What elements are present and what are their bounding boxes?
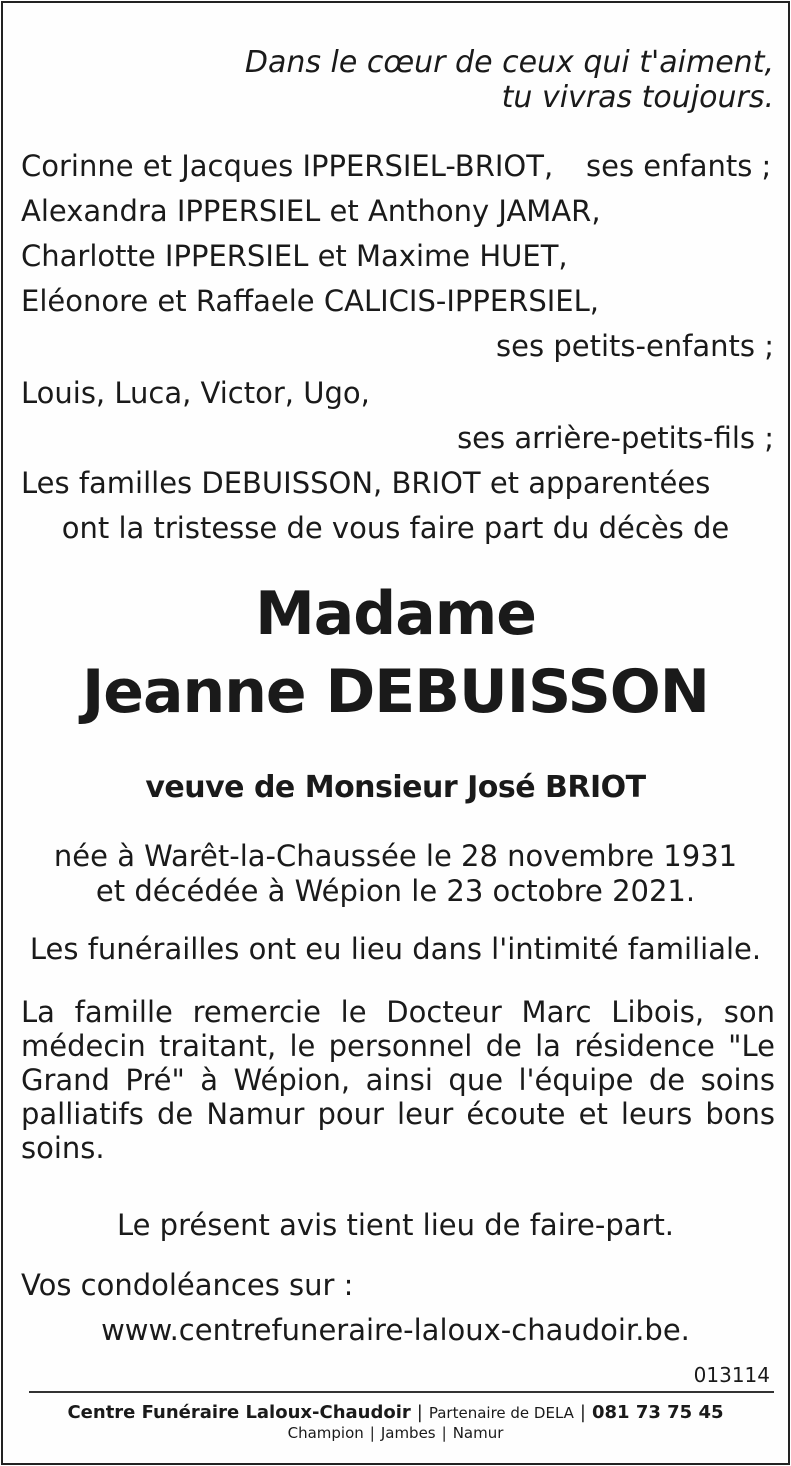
footer-company-line: Centre Funéraire Laloux-Chaudoir | Partenaire de DELA | 081 73 75 45: [67, 1402, 724, 1423]
obituary-notice: [1, 1, 790, 1465]
location-item: Champion: [287, 1424, 364, 1442]
location-item: Jambes: [380, 1424, 436, 1442]
company-name: Centre Funéraire Laloux-Chaudoir: [67, 1402, 411, 1423]
footer-locations: Champion | Jambes | Namur: [287, 1424, 504, 1442]
birth-line: née à Warêt-la-Chaussée le 28 novembre 1931: [53, 839, 738, 873]
families-line: Les familles DEBUISSON, BRIOT et apparentées: [21, 466, 711, 500]
grandchild-line: Eléonore et Raffaele CALICIS-IPPERSIEL,: [21, 284, 599, 318]
motto-line-2: tu vivras toujours.: [501, 80, 774, 115]
condolences-label: Vos condoléances sur :: [21, 1268, 354, 1302]
death-line: et décédée à Wépion le 23 octobre 2021.: [95, 874, 696, 908]
location-item: Namur: [452, 1424, 504, 1442]
announcement-line: ont la tristesse de vous faire part du décès de: [61, 511, 730, 545]
deceased-name: Jeanne DEBUISSON: [81, 657, 710, 727]
great-grandchildren-label: ses arrière-petits-fils ;: [457, 421, 774, 455]
grandchildren-label: ses petits-enfants ;: [496, 329, 774, 363]
grandchild-line: Alexandra IPPERSIEL et Anthony JAMAR,: [21, 194, 601, 228]
funeral-line: Les funérailles ont eu lieu dans l'intimité familiale.: [29, 932, 762, 966]
notice-line: Le présent avis tient lieu de faire-part.: [116, 1208, 675, 1242]
children-label: ses enfants ;: [586, 149, 772, 183]
thanks-paragraph: La famille remercie le Docteur Marc Libois, son médecin traitant, le personnel de la résidence "Le Grand Pré" à Wépion, ainsi que l'équipe de soins palliatifs de Namur pour leur écoute et leurs bons soins.: [21, 995, 775, 1165]
website-link[interactable]: www.centrefuneraire-laloux-chaudoir.be.: [101, 1313, 690, 1347]
partner-text: Partenaire de DELA: [428, 1404, 574, 1422]
motto-line-1: Dans le cœur de ceux qui t'aiment,: [244, 45, 774, 80]
great-grandchildren-names: Louis, Luca, Victor, Ugo,: [21, 376, 370, 410]
phone-number: 081 73 75 45: [592, 1402, 724, 1423]
grandchild-line: Charlotte IPPERSIEL et Maxime HUET,: [21, 239, 568, 273]
footer-divider: [29, 1391, 774, 1393]
reference-number: 013114: [693, 1363, 770, 1387]
widow-of: veuve de Monsieur José BRIOT: [145, 770, 646, 805]
children-names: Corinne et Jacques IPPERSIEL-BRIOT,: [21, 149, 554, 183]
deceased-title: Madame: [255, 579, 536, 649]
